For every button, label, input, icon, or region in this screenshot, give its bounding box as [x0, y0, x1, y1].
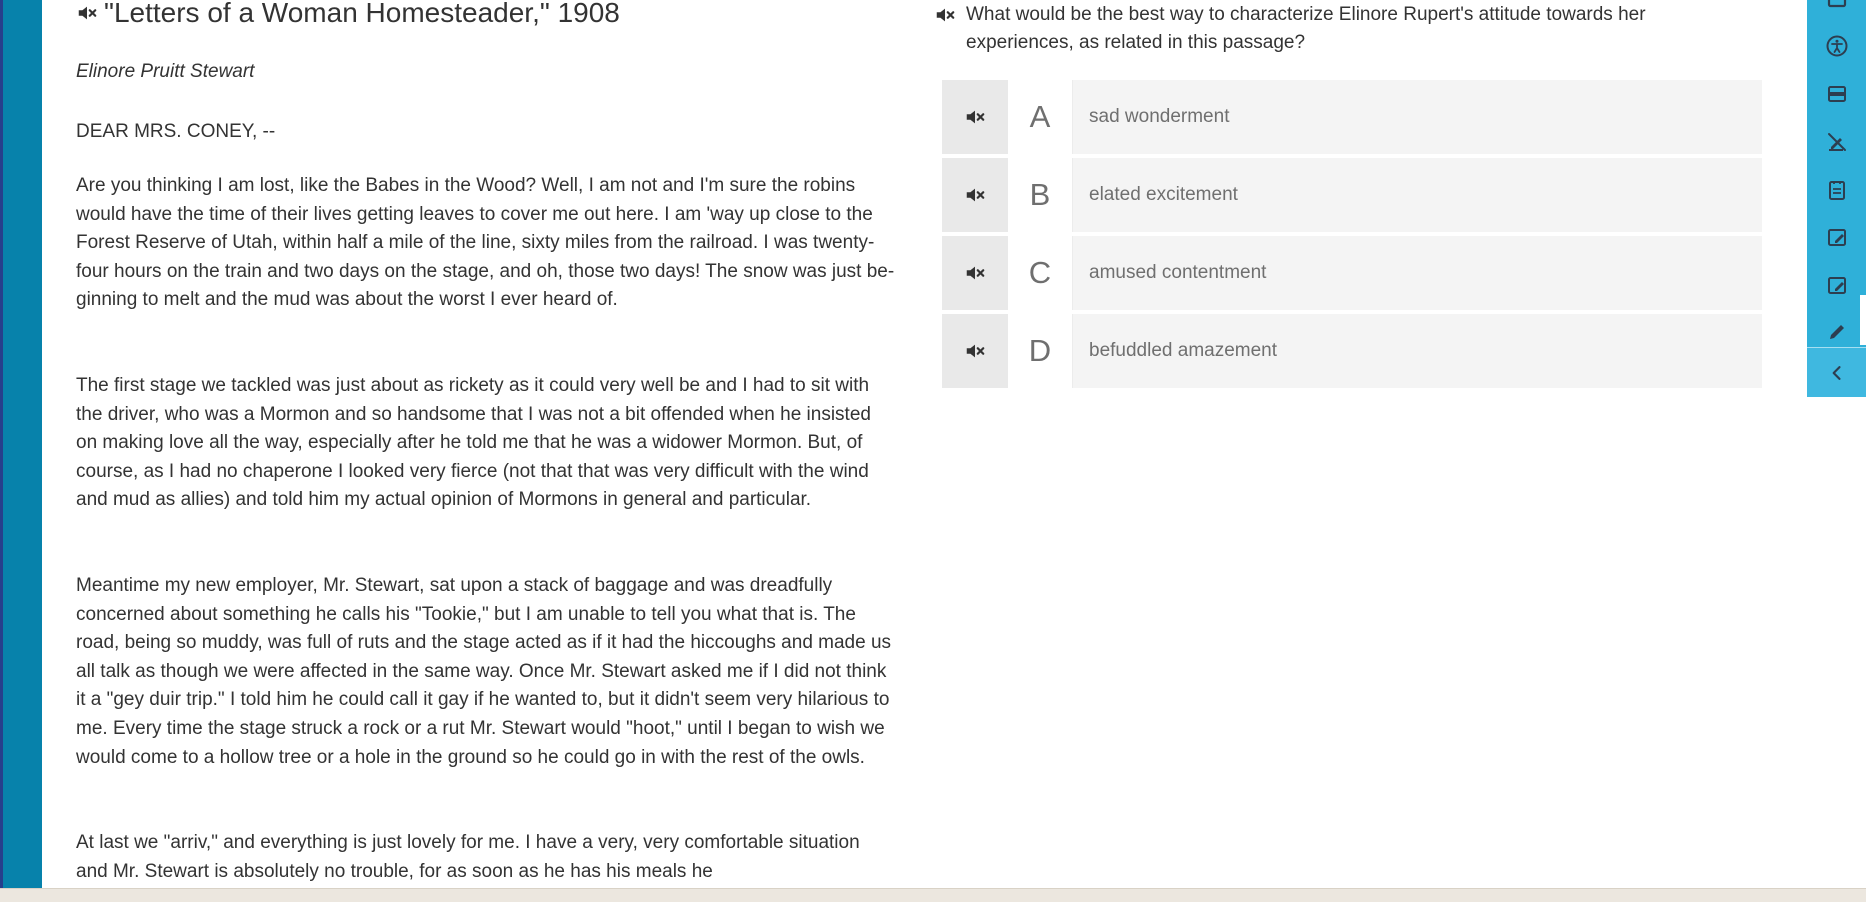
add-note-button[interactable]	[1807, 214, 1866, 262]
question-text: What would be the best way to characterize Elinore Rupert's attitude towards her experiences, as related in this passage?	[966, 4, 1646, 53]
passage-salutation: DEAR MRS. CONEY, --	[76, 121, 276, 142]
collapse-toolbar-button[interactable]	[1807, 347, 1866, 397]
option-speaker[interactable]	[942, 80, 1008, 154]
chevron-left-icon	[1827, 363, 1847, 383]
speaker-muted-icon	[962, 106, 988, 128]
option-text: amused contentment	[1089, 262, 1267, 283]
option-letter: D	[1008, 314, 1073, 388]
speaker-muted-icon	[962, 262, 988, 284]
passage-paragraph: At last we "arriv," and everything is just lovely for me. I have a very, very comfortable situation and Mr. Stewart is absolutely no trouble, for as soon as he has his meals he	[76, 832, 860, 882]
answer-option-d[interactable]	[942, 314, 1762, 392]
answer-option-b[interactable]	[942, 158, 1762, 236]
option-letter: C	[1008, 236, 1073, 310]
accessibility-button[interactable]	[1807, 22, 1866, 70]
passage-paragraph: Meantime my new employer, Mr. Stewart, sat upon a stack of baggage and was dreadfully concerned about something he calls his "Tookie," but I am unable to tell you what that is. The road, being so muddy, was full of ruts and the stage acted as if it had the hiccoughs and made us all talk as though we were affected in the same way. Once Mr. Stewart asked me if I did not think it a "gey duir trip." I told him he could call it gay if he wanted to, but it didn't seem very hilarious to me. Every time the stage struck a rock or a rut Mr. Stewart would "hoot," until I began to wish we would come to a hollow tree or a hole in the ground so he could go in with the rest of the owls.	[76, 575, 892, 768]
option-speaker[interactable]	[942, 158, 1008, 232]
speaker-muted-icon[interactable]	[76, 2, 98, 24]
passage-paragraph: Are you thinking I am lost, like the Babes in the Wood? Well, I am not and I'm sure the robins would have the time of their lives getting leaves to cover me out here. I am 'way up close to the Forest Reserve of Utah, within half a mile of the line, sixty miles from the railroad. I was twenty-four hours on the train and two days on the stage, and oh, those two days! The snow was just be-ginning to melt and the mud was about the worst I ever heard of.	[76, 175, 895, 311]
edit-note-button[interactable]	[1807, 262, 1866, 310]
speaker-muted-icon[interactable]	[932, 4, 958, 26]
pencil-icon	[1825, 320, 1849, 344]
bottom-status-strip	[0, 888, 1866, 902]
left-sidebar-bar	[3, 0, 42, 888]
line-reader-button[interactable]	[1807, 70, 1866, 118]
highlighter-off-button[interactable]	[1807, 118, 1866, 166]
line-reader-icon	[1825, 82, 1849, 106]
edit-note-icon	[1825, 274, 1849, 298]
question-stem	[932, 1, 1762, 57]
no-highlight-icon	[1825, 130, 1849, 154]
option-text: sad wonderment	[1089, 106, 1230, 127]
tools-toolbar	[1807, 0, 1866, 396]
option-speaker[interactable]	[942, 314, 1008, 388]
toolbar-button-top[interactable]	[1807, 0, 1866, 24]
passage-title: "Letters of a Woman Homesteader," 1908	[104, 0, 620, 28]
speaker-muted-icon	[962, 340, 988, 362]
passage-header	[76, 0, 620, 32]
passage-author: Elinore Pruitt Stewart	[76, 61, 255, 82]
option-speaker[interactable]	[942, 236, 1008, 310]
speaker-muted-icon	[962, 184, 988, 206]
answer-option-a[interactable]	[942, 80, 1762, 158]
option-text: befuddled amazement	[1089, 340, 1278, 361]
toolbar-edge-marker	[1860, 295, 1866, 345]
notepad-icon	[1825, 178, 1849, 202]
passage-paragraph: The first stage we tackled was just about as rickety as it could very well be and I had to sit with the driver, who was a Mormon and so handsome that I was not a bit offended when he insisted on making love all the way, especially after he told me that he was a widower Mormon. But, of course, as I had no chaperone I looked very fierce (not that that was very difficult with the wind and mud as allies) and told him my actual opinion of Mormons in general and particular.	[76, 375, 871, 511]
option-letter: B	[1008, 158, 1073, 232]
edit-note-icon	[1825, 226, 1849, 250]
notepad-button[interactable]	[1807, 166, 1866, 214]
option-text: elated excitement	[1089, 184, 1238, 205]
window-icon	[1825, 0, 1849, 12]
accessibility-icon	[1825, 34, 1849, 58]
option-letter: A	[1008, 80, 1073, 154]
answer-option-c[interactable]	[942, 236, 1762, 314]
reading-passage	[76, 0, 896, 888]
